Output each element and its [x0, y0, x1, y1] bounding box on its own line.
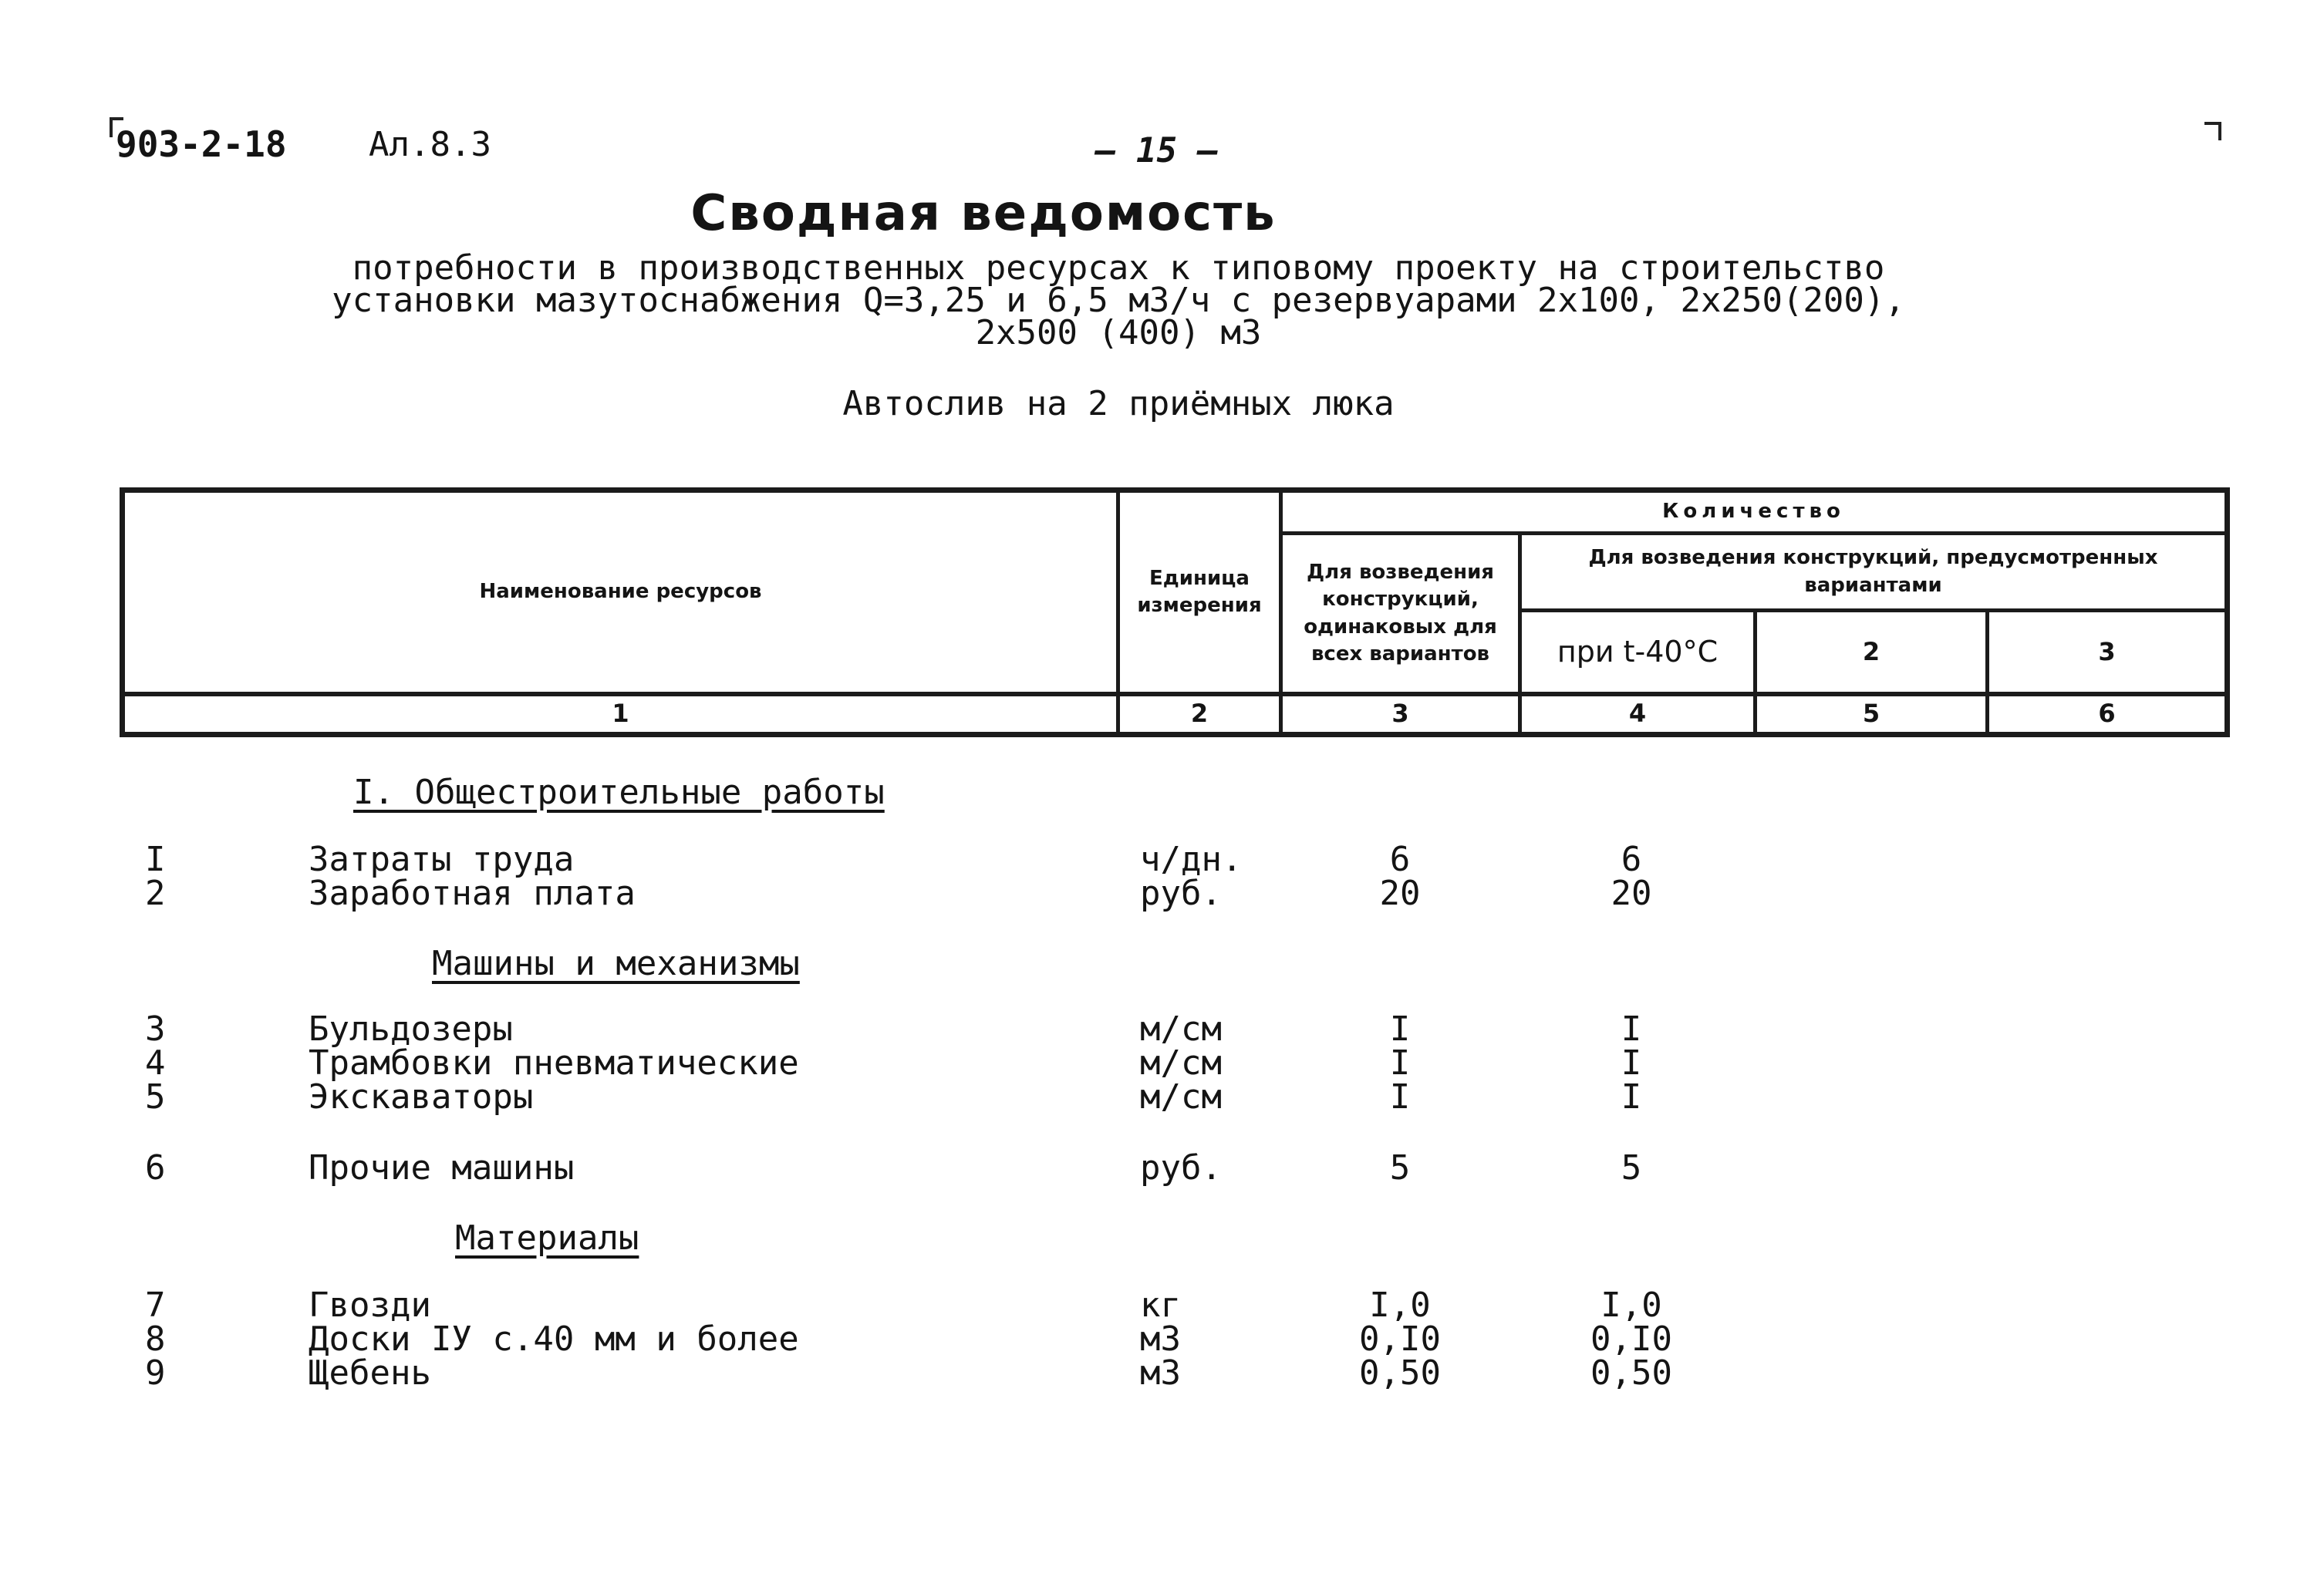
table-row	[0, 1149, 2324, 1188]
unit: м3	[1140, 1353, 1181, 1393]
quantity-variant-1: I	[1621, 1077, 1642, 1117]
unit: м3	[1140, 1319, 1181, 1359]
quantity-common: I	[1389, 1009, 1411, 1049]
unit: м/см	[1140, 1043, 1222, 1083]
col-number-4: 4	[1628, 699, 1647, 729]
unit: кг	[1140, 1286, 1181, 1325]
row-number: 6	[145, 1148, 166, 1188]
resource-name: Щебень	[309, 1353, 431, 1393]
group-title: I. Общестроительные работы	[353, 773, 885, 812]
resource-name: Затраты труда	[309, 840, 575, 879]
header-variant-3: 3	[2098, 636, 2116, 666]
page-title: Сводная ведомость	[690, 185, 1277, 242]
header-common-constructions: Для возведения конструкций, одинаковых для всех вариантов	[1304, 561, 1497, 666]
header-variant-constructions: Для возведения конструкций, предусмотренных вариантами	[1588, 546, 2158, 597]
row-number: 4	[145, 1043, 166, 1083]
page-number: — 15 —	[1095, 131, 1218, 170]
table-row	[0, 1354, 2324, 1393]
row-number: 5	[145, 1077, 166, 1117]
quantity-common: 6	[1389, 840, 1411, 879]
subtitle-line-2: установки мазутоснабжения Q=3,25 и 6,5 м3/ч с резервуарами 2х100, 2х250(200),	[332, 281, 1905, 320]
header-quantity: Количество	[1662, 500, 1845, 524]
group-title: Машины и механизмы	[432, 944, 800, 983]
quantity-variant-1: I,0	[1600, 1286, 1662, 1325]
quantity-common: I	[1389, 1077, 1411, 1117]
resource-name: Бульдозеры	[309, 1009, 513, 1049]
quantity-variant-1: 0,50	[1590, 1353, 1672, 1393]
table-row	[0, 875, 2324, 913]
col-number-1: 1	[612, 699, 629, 729]
corner-mark-right	[2204, 122, 2221, 140]
resource-name: Прочие машины	[309, 1148, 575, 1188]
row-number: 7	[145, 1286, 166, 1325]
unit: руб.	[1140, 874, 1222, 913]
resource-name: Заработная плата	[309, 874, 636, 913]
row-number: 8	[145, 1319, 166, 1359]
quantity-common: 0,50	[1359, 1353, 1441, 1393]
table-header	[120, 487, 2230, 737]
table-row	[0, 1078, 2324, 1117]
resource-name: Экскаваторы	[309, 1077, 534, 1117]
subtitle-line-1: потребности в производственных ресурсах к типовому проекту на строительство	[352, 248, 1885, 288]
section-title: Автослив на 2 приёмных люка	[842, 384, 1395, 423]
resource-name: Трамбовки пневматические	[309, 1043, 799, 1083]
quantity-variant-1: 6	[1621, 840, 1642, 879]
col-number-2: 2	[1190, 699, 1209, 729]
quantity-variant-1: 20	[1611, 874, 1652, 913]
quantity-variant-1: I	[1621, 1009, 1642, 1049]
quantity-variant-1: 0,I0	[1590, 1319, 1672, 1359]
quantity-variant-1: I	[1621, 1043, 1642, 1083]
row-number: 3	[145, 1009, 166, 1049]
header-resource-name: Наименование ресурсов	[479, 580, 762, 604]
document-code: 903-2-18	[116, 123, 287, 165]
quantity-variant-1: 5	[1621, 1148, 1642, 1188]
subtitle-line-3: 2х500 (400) м3	[975, 313, 1262, 352]
resource-name: Гвозди	[309, 1286, 431, 1325]
unit: ч/дн.	[1140, 840, 1243, 879]
quantity-common: I	[1389, 1043, 1411, 1083]
header-variant-2: 2	[1862, 636, 1880, 666]
header-variant-1: при t-40°C	[1557, 634, 1719, 669]
quantity-common: I,0	[1369, 1286, 1431, 1325]
header-unit: Единица измерения	[1137, 566, 1262, 617]
col-number-5: 5	[1862, 699, 1880, 729]
quantity-common: 20	[1379, 874, 1421, 913]
resource-name: Доски IУ с.40 мм и более	[309, 1319, 799, 1359]
row-number: 2	[145, 874, 166, 913]
col-number-3: 3	[1391, 699, 1409, 729]
group-title: Материалы	[455, 1218, 639, 1258]
unit: руб.	[1140, 1148, 1222, 1188]
unit: м/см	[1140, 1077, 1222, 1117]
row-number: I	[145, 840, 166, 879]
row-number: 9	[145, 1353, 166, 1393]
quantity-common: 0,I0	[1359, 1319, 1441, 1359]
quantity-common: 5	[1389, 1148, 1411, 1188]
col-number-6: 6	[2098, 699, 2116, 729]
unit: м/см	[1140, 1009, 1222, 1049]
album-number: Ал.8.3	[369, 125, 491, 164]
